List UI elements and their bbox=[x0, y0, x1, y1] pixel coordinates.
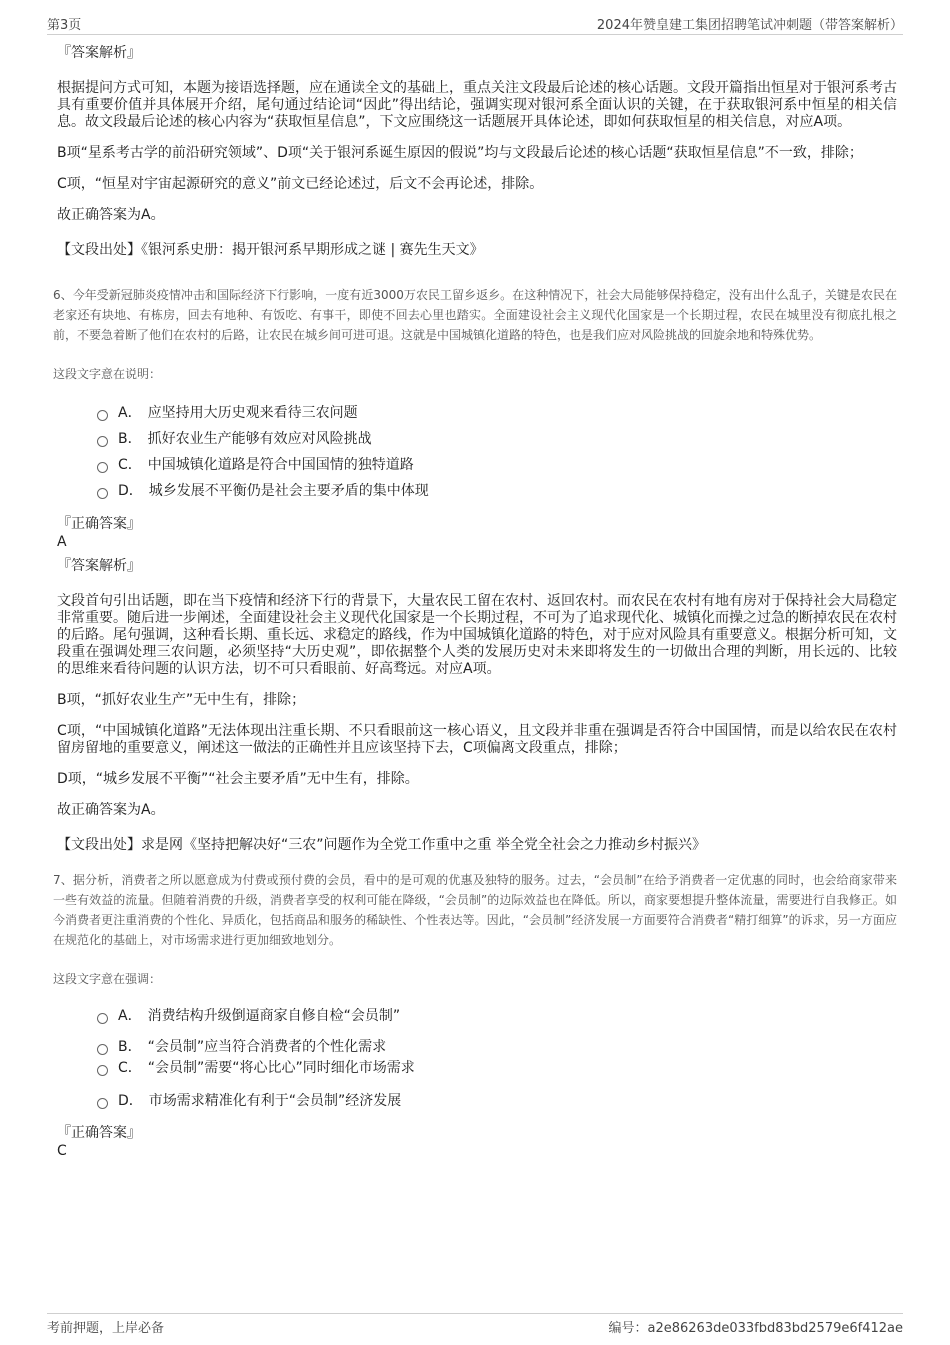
radio-icon[interactable] bbox=[97, 1065, 108, 1076]
analysis-paragraph: C项，“恒星对宇宙起源研究的意义”前文已经论述过，后文不会再论述，排除。 bbox=[57, 176, 544, 192]
option-a[interactable]: A． 消费结构升级倒逼商家自修自检“会员制” bbox=[97, 1005, 897, 1028]
passage-source: 【文段出处】《银河系史册：揭开银河系早期形成之谜 | 赛先生天文》 bbox=[57, 242, 484, 258]
document-body bbox=[53, 44, 897, 1160]
analysis-paragraph: B项“星系考古学的前沿研究领域”、D项“关于银河系诞生原因的假说”均与文段最后论述的核心话题“获取恒星信息”不一致，排除； bbox=[57, 145, 863, 161]
radio-icon[interactable] bbox=[97, 488, 108, 499]
question-7-prompt: 这段文字意在强调： bbox=[53, 972, 162, 986]
footer-slogan: 考前押题，上岸必备 bbox=[47, 1321, 165, 1336]
page-header bbox=[47, 14, 903, 35]
option-b[interactable]: B． 抓好农业生产能够有效应对风险挑战 bbox=[97, 426, 897, 452]
document-code: 编号：a2e86263de033fbd83bd2579e6f412ae bbox=[608, 1321, 903, 1336]
analysis-paragraph: C项，“中国城镇化道路”无法体现出注重长期、不只看眼前这一核心语义，且文段并非重在强调是否符合中国国情，而是以给农民在农村留房留地的重要意义，阐述这一做法的正确性并且应该坚持下去，C项偏离文段重点，排除； bbox=[57, 723, 897, 756]
analysis-paragraph: D项，“城乡发展不平衡”“社会主要矛盾”无中生有，排除。 bbox=[57, 771, 419, 787]
question-7-text: 7、据分析，消费者之所以愿意成为付费或预付费的会员，看中的是可观的优惠及独特的服务。过去，“会员制”在给予消费者一定优惠的同时，也会给商家带来一些有效益的流量。但随着消费的升级，消费者享受的权利可能在降级，“会员制”的边际效益也在降低。所以，商家要想提升整体流量，需要进行自我修正。如今消费者更注重消费的个性化、异质化，包括商品和服务的稀缺性、个性表达等。因此，“会员制”经济发展一方面要符合消费者“精打细算”的诉求，另一方面应在规范化的基础上，对市场需求进行更加细致地划分。 bbox=[53, 873, 897, 947]
analysis-label: 『答案解析』 bbox=[57, 558, 141, 574]
document-title: 2024年赞皇建工集团招聘笔试冲刺题（带答案解析） bbox=[596, 18, 903, 33]
radio-icon[interactable] bbox=[97, 410, 108, 421]
page-footer bbox=[47, 1313, 903, 1336]
option-a[interactable]: A． 应坚持用大历史观来看待三农问题 bbox=[97, 400, 897, 426]
option-c[interactable]: C． 中国城镇化道路是符合中国国情的独特道路 bbox=[97, 452, 897, 478]
correct-answer-label: 『正确答案』 bbox=[57, 516, 141, 532]
option-c[interactable]: C． “会员制”需要“将心比心”同时细化市场需求 bbox=[97, 1057, 897, 1080]
correct-answer: A bbox=[57, 534, 67, 550]
correct-answer-label: 『正确答案』 bbox=[57, 1125, 141, 1141]
radio-icon[interactable] bbox=[97, 1098, 108, 1109]
option-b[interactable]: B． “会员制”应当符合消费者的个性化需求 bbox=[97, 1038, 897, 1057]
radio-icon[interactable] bbox=[97, 462, 108, 473]
analysis-paragraph: 文段首句引出话题，即在当下疫情和经济下行的背景下，大量农民工留在农村、返回农村。而农民在农村有地有房对于保持社会大局稳定非常重要。随后进一步阐述，全面建设社会主义现代化国家是一个长期过程，不可为了追求现代化、城镇化而操之过急的断掉农民在农村的后路。尾句强调，这种看长期、重长远、求稳定的路线，作为中国城镇化道路的特色，对于应对风险具有重要意义。根据分析可知，文段重在强调处理三农问题，必须坚持“大历史观”，即依据整个人类的发展历史对未来即将发生的一切做出合理的判断，用长远的、比较的思维来看待问题的认识方法，切不可只看眼前、好高骛远。对应A项。 bbox=[57, 593, 897, 677]
question-7-options bbox=[97, 1005, 897, 1113]
question-6-options bbox=[97, 400, 897, 504]
correct-answer: C bbox=[57, 1143, 67, 1159]
question-6-prompt: 这段文字意在说明： bbox=[53, 367, 162, 381]
analysis-paragraph: 故正确答案为A。 bbox=[57, 207, 165, 223]
radio-icon[interactable] bbox=[97, 1013, 108, 1024]
option-d[interactable]: D． 市场需求精准化有利于“会员制”经济发展 bbox=[97, 1090, 897, 1113]
analysis-paragraph: B项，“抓好农业生产”无中生有，排除； bbox=[57, 692, 306, 708]
option-d[interactable]: D． 城乡发展不平衡仍是社会主要矛盾的集中体现 bbox=[97, 478, 897, 504]
analysis-label: 『答案解析』 bbox=[57, 45, 141, 61]
page-number: 第3页 bbox=[47, 18, 82, 33]
analysis-paragraph: 故正确答案为A。 bbox=[57, 802, 165, 818]
passage-source: 【文段出处】求是网《坚持把解决好“三农”问题作为全党工作重中之重 举全党全社会之力推动乡村振兴》 bbox=[57, 837, 706, 853]
question-6-text: 6、今年受新冠肺炎疫情冲击和国际经济下行影响，一度有近3000万农民工留乡返乡。在这种情况下，社会大局能够保持稳定，没有出什么乱子，关键是农民在老家还有块地、有栋房，回去有地种、有饭吃、有事干，即使不回去心里也踏实。全面建设社会主义现代化国家是一个长期过程，农民在城里没有彻底扎根之前，不要急着断了他们在农村的后路，让农民在城乡间可进可退。这就是中国城镇化道路的特色，也是我们应对风险挑战的回旋余地和特殊优势。 bbox=[53, 288, 897, 342]
radio-icon[interactable] bbox=[97, 436, 108, 447]
analysis-paragraph: 根据提问方式可知，本题为接语选择题，应在通读全文的基础上，重点关注文段最后论述的核心话题。文段开篇指出恒星对于银河系考古具有重要价值并具体展开介绍，尾句通过结论词“因此”得出结论，强调实现对银河系全面认识的关键，在于获取银河系中恒星的相关信息。故文段最后论述的核心内容为“获取恒星信息”，下文应围绕这一话题展开具体论述，即如何获取恒星的相关信息，对应A项。 bbox=[57, 80, 897, 130]
radio-icon[interactable] bbox=[97, 1044, 108, 1055]
